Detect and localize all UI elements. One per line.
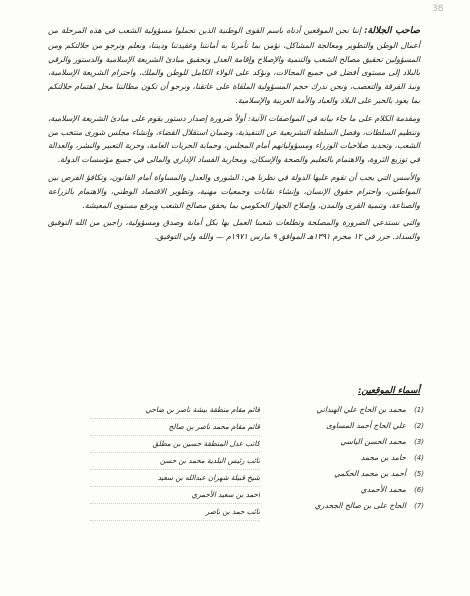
salutation: صاحب الجلالة: [364, 26, 421, 36]
signatories-list-right [274, 402, 424, 514]
signatory-item: أحمد بن سعيد الأحمري [90, 487, 260, 504]
signatory-item: نائب حمد بن ناصر [90, 504, 260, 521]
paragraph-1 [48, 24, 420, 108]
signatory-item: (5) أحمد بن محمد الحكمي [334, 469, 424, 478]
signatory-item: شيخ قبيلة شهران عبدالله بن سعيد [90, 470, 260, 487]
signatory-item: قائم مقام منطقة بيشة ناصر بن ضاحي [90, 402, 260, 419]
paragraph-text: ومقدمة الكلام على ما جاء بيانه في المواصفات الآتية: أولاً ضرورة إصدار دستور يقوم على مبادئ الشريعة الإسلامية، وتنظيم السلطات، وفصل السلطة التشريعية عن التنفيذية، وضمان استقلال القضاء، وإنشاء مجلس شورى منتخب من الشعب، وتحديد صلاحيات الوزراء ومسؤولياتهم أمام المجلس، وحماية الحريات العامة، وحرية التعبير والنشر، والعدالة في توزيع الثروة، والاهتمام بالتعليم والصحة والإسكان، ومحاربة الفساد الإداري والمالي في جميع مؤسسات الدولة. [48, 113, 420, 165]
signatory-item: (3) محمد الحسن الياسي [340, 437, 424, 446]
signatory-item: قائم مقام محمد ناصر بن صالح [90, 419, 260, 436]
paragraph-4 [48, 216, 420, 244]
signatory-item: (1) محمد بن الحاج علي الهبداني [316, 405, 424, 414]
paragraph-3 [48, 171, 420, 212]
signatory-item: كاتب عدل المنطقة حسين بن مطلق [90, 436, 260, 453]
signatory-item: نائب رئيس البلدية محمد بن حسن [90, 453, 260, 470]
paragraph-text: والأسس التي يجب أن تقوم عليها الدولة في نظرنا هي: الشورى والعدل والمساواة أمام القانون، وتكافؤ الفرص بين المواطنين، واحترام حقوق الإنسان، وإنشاء نقابات وجمعيات مهنية، وتطوير الاقتصاد الوطني، والاهتمام بالزراعة والصناعة، وتنمية القرى والمدن، وإصلاح الجهاز الحكومي بما يحقق مصالح الشعب ويرفع مستوى المعيشة. [48, 172, 420, 210]
paragraph-2 [48, 112, 420, 167]
paragraph-text: إننا نحن الموقعين أدناه باسم القوى الوطنية الذين تحملوا مسؤولية الشعب في هذه المرحلة من أعمال الوطن والتطوير ومعالجة المشاكل، نؤمن بما تأمرنا به أمانتنا وعقيدتنا وديننا، ونعلم ونرجو من جلالتكم ومن المسؤولين تحقيق مصالح الشعب والتنمية والإصلاح وإقامة العدل وتحقيق مبادئ الشريعة الإسلامية والدستور والرقي بالبلاد إلى مستوى أفضل في جميع المجالات، ونؤكد على الولاء الكامل للوطن والملك، واحترام الشريعة الإسلامية، ونبذ الفرقة والتعصب، ونحن ندرك حجم المسؤولية الملقاة على عاتقنا، ونرجو أن تكون مطالبنا محل اهتمام جلالتكم بما يعود بالخير على البلاد والعباد والأمة العربية والإسلامية. [48, 26, 420, 105]
signatories-list-left [90, 402, 260, 521]
signatory-item: (6) محمد الأحمدي [360, 485, 424, 494]
page-number-mark: 38 [432, 4, 444, 14]
signatories-heading: أسماء الموقعين: [358, 386, 420, 396]
signatory-item: (7) الحاج على بن صالح الجحدري [314, 501, 424, 510]
letter-body [48, 24, 420, 244]
paragraph-text: والتي نستدعي الضرورة والمصلحة وتطلعات شعبنا العمل بها بكل أمانة وصدق ومسؤولية، راجين من الله التوفيق والسداد. حرر في ١٢ محرم ١٣٩١هـ الموافق ٩ مارس ١٩٧١م — والله ولي التوفيق. [48, 218, 420, 242]
signatory-item: (2) علي الحاج أحمد المساوى [326, 421, 424, 430]
signatory-item: (4) حامد بن محمد [360, 453, 424, 462]
